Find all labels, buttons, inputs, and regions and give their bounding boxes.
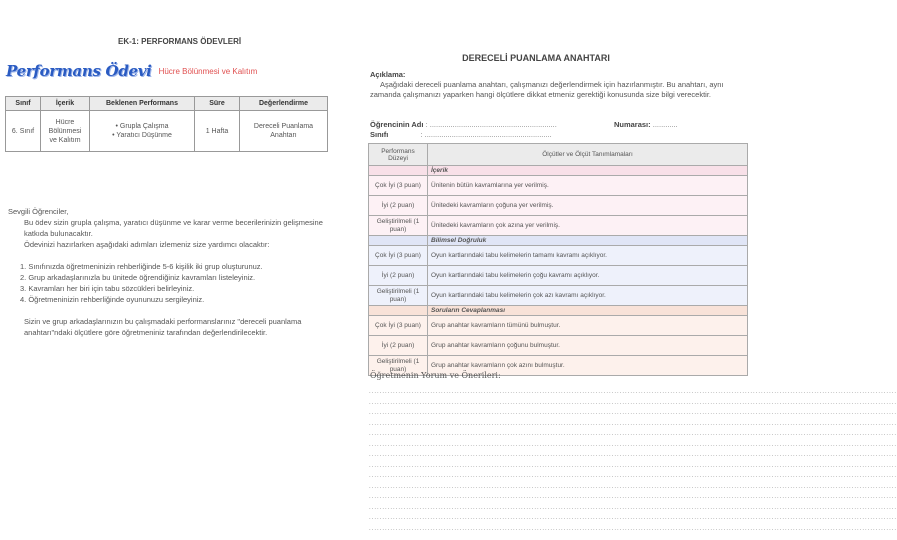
rubric-row [369, 316, 748, 336]
notes-dotted-line: ...................................................................................................................................................................................................... [369, 420, 897, 427]
letter-paragraph: Bu ödev sizin grupla çalışma, yaratıcı düşünme ve karar verme becerilerinizin gelişmesine katkıda bulunacaktır. [24, 218, 323, 238]
explanation-label: Açıklama: [370, 70, 406, 79]
header-performance-level: Performans Düzeyi [369, 144, 428, 166]
section-answering-questions: Soruların Cevaplanması [428, 306, 748, 316]
criteria-cell: Oyun kartlarındaki tabu kelimelerin çok azı kavramı açıklıyor. [428, 286, 748, 306]
class-fill: : ............................................................. [420, 130, 552, 139]
student-name-line [370, 120, 730, 130]
notes-dotted-line: ...................................................................................................................................................................................................... [369, 483, 897, 490]
explanation-text: Aşağıdaki dereceli puanlama anahtarı, çalışmanızı değerlendirmek için hazırlanmıştır. Bu anahtarı, aynı zamanda çalışmanızı yaparken hangi ölçütlere dikkat etmeniz gerektiği konusunda size bilgi verecektir. [370, 80, 724, 99]
cell-performance [90, 111, 195, 152]
step-item: 2. Grup arkadaşlarınızla bu ünitede öğrendiğiniz kavramları listeleyiniz. [20, 273, 256, 282]
performance-item: • Grupla Çalışma [115, 123, 169, 130]
cell-grade: 6. Sınıf [6, 111, 41, 152]
notes-dotted-line: ...................................................................................................................................................................................................... [369, 473, 897, 479]
student-letter [8, 206, 338, 338]
steps-list [8, 261, 338, 305]
rubric-title: DERECELİ PUANLAMA ANAHTARI [462, 53, 610, 63]
notes-dotted-line: ...................................................................................................................................................................................................... [369, 452, 897, 458]
level-cell: İyi (2 puan) [369, 266, 428, 286]
level-cell: Geliştirilmeli (1 puan) [369, 356, 428, 376]
header-grade: Sınıf [6, 97, 41, 111]
step-item: 1. Sınıfınızda öğretmeninizin rehberliğinde 5-6 kişilik iki grup oluşturunuz. [20, 262, 263, 271]
cell-content [41, 111, 90, 152]
level-cell: Çok İyi (3 puan) [369, 246, 428, 266]
header-performance: Beklenen Performans [90, 97, 195, 111]
rubric-row [369, 246, 748, 266]
rubric-row [369, 176, 748, 196]
evaluation-line: Anahtarı [270, 132, 297, 139]
student-name-fill: : ............................................................. [425, 120, 557, 129]
letter-paragraph: Ödevinizi hazırlarken aşağıdaki adımları izlemeniz size yardımcı olacaktır: [24, 240, 270, 249]
level-cell: Geliştirilmeli (1 puan) [369, 216, 428, 236]
notes-dotted-line: ...................................................................................................................................................................................................... [369, 504, 897, 511]
assignment-topic: Hücre Bölünmesi ve Kalıtım [158, 66, 258, 76]
section-content: İçerik [428, 166, 748, 176]
rubric-row [369, 216, 748, 236]
info-table-row [6, 111, 328, 152]
level-cell: İyi (2 puan) [369, 336, 428, 356]
rubric-section-row [369, 166, 748, 176]
section-scientific-accuracy: Bilimsel Doğruluk [428, 236, 748, 246]
criteria-cell: Grup anahtar kavramların çoğunu bulmuştur. [428, 336, 748, 356]
content-line: Bölünmesi [48, 127, 82, 135]
level-cell: Çok İyi (3 puan) [369, 316, 428, 336]
number-label: Numarası: [613, 120, 651, 129]
criteria-cell: Grup anahtar kavramların tümünü bulmuştur. [428, 316, 748, 336]
criteria-cell: Oyun kartlarındaki tabu kelimelerin tamamı kavramı açıklıyor. [428, 246, 748, 266]
number-fill: ............ [652, 120, 678, 129]
notes-dotted-line: ...................................................................................................................................................................................................... [369, 462, 897, 469]
criteria-cell: Ünitedeki kavramların çok azına yer verilmiş. [428, 216, 748, 236]
rubric-row [369, 266, 748, 286]
info-table-header-row [6, 97, 328, 111]
notes-dotted-line: ...................................................................................................................................................................................................... [369, 431, 897, 437]
content-line: ve Kalıtım [49, 136, 81, 144]
content-line: Hücre [55, 118, 75, 126]
notes-dotted-line: ...................................................................................................................................................................................................... [369, 389, 897, 395]
rubric-section-row [369, 306, 748, 316]
performance-assignment-logo: Performans Ödevi [6, 62, 152, 80]
letter-greeting: Sevgili Öğrenciler, [8, 207, 69, 216]
right-page [352, 0, 897, 540]
level-cell: Geliştirilmeli (1 puan) [369, 286, 428, 306]
notes-dotted-line: ...................................................................................................................................................................................................... [369, 410, 897, 416]
class-label: Sınıfı [370, 130, 389, 139]
header-evaluation: Değerlendirme [240, 97, 328, 111]
rubric-row [369, 336, 748, 356]
header-criteria: Ölçütler ve Ölçüt Tanımlamaları [428, 144, 748, 166]
criteria-cell: Ünitedeki kavramların çoğuna yer verilmiş. [428, 196, 748, 216]
rubric-row [369, 286, 748, 306]
header-duration: Süre [195, 97, 240, 111]
notes-dotted-line: ...................................................................................................................................................................................................... [369, 525, 897, 532]
rubric-section-row [369, 236, 748, 246]
rubric-row [369, 196, 748, 216]
document-title: EK-1: PERFORMANS ÖDEVLERİ [118, 37, 242, 46]
step-item: 3. Kavramları her biri için tabu sözcükleri belirleyiniz. [20, 284, 195, 293]
rubric-table [368, 143, 748, 376]
letter-closing: Sizin ve grup arkadaşlarınızın bu çalışmadaki performanslarınız "dereceli puanlama anahtarı"ndaki ölçütlere göre öğretmeniniz tarafından değerlendirilecektir. [24, 317, 302, 337]
evaluation-line: Dereceli Puanlama [253, 123, 314, 130]
class-line [370, 130, 730, 140]
criteria-cell: Grup anahtar kavramların çok azını bulmuştur. [428, 356, 748, 376]
student-name-label: Öğrencinin Adı [370, 120, 424, 129]
cell-evaluation [240, 111, 328, 152]
notes-dotted-line: ...................................................................................................................................................................................................... [369, 441, 897, 448]
teacher-notes-title: Öğretmenin Yorum ve Önerileri: [370, 371, 501, 380]
assignment-info-table [5, 96, 328, 152]
rubric-header-row [369, 144, 748, 166]
header-content: İçerik [41, 97, 90, 111]
criteria-cell: Ünitenin bütün kavramlarına yer verilmiş. [428, 176, 748, 196]
step-item: 4. Öğretmeninizin rehberliğinde oyununuzu sergileyiniz. [20, 295, 205, 304]
level-cell: Çok İyi (3 puan) [369, 176, 428, 196]
performance-item: • Yaratıcı Düşünme [112, 132, 172, 139]
left-page [0, 0, 345, 540]
notes-dotted-line: ...................................................................................................................................................................................................... [369, 515, 897, 521]
cell-duration: 1 Hafta [195, 111, 240, 152]
criteria-cell: Oyun kartlarındaki tabu kelimelerin çoğu kavramı açıklıyor. [428, 266, 748, 286]
notes-dotted-line: ...................................................................................................................................................................................................... [369, 494, 897, 500]
explanation-block [370, 70, 730, 100]
notes-dotted-line: ...................................................................................................................................................................................................... [369, 399, 897, 406]
performance-banner [6, 62, 257, 80]
level-cell: İyi (2 puan) [369, 196, 428, 216]
